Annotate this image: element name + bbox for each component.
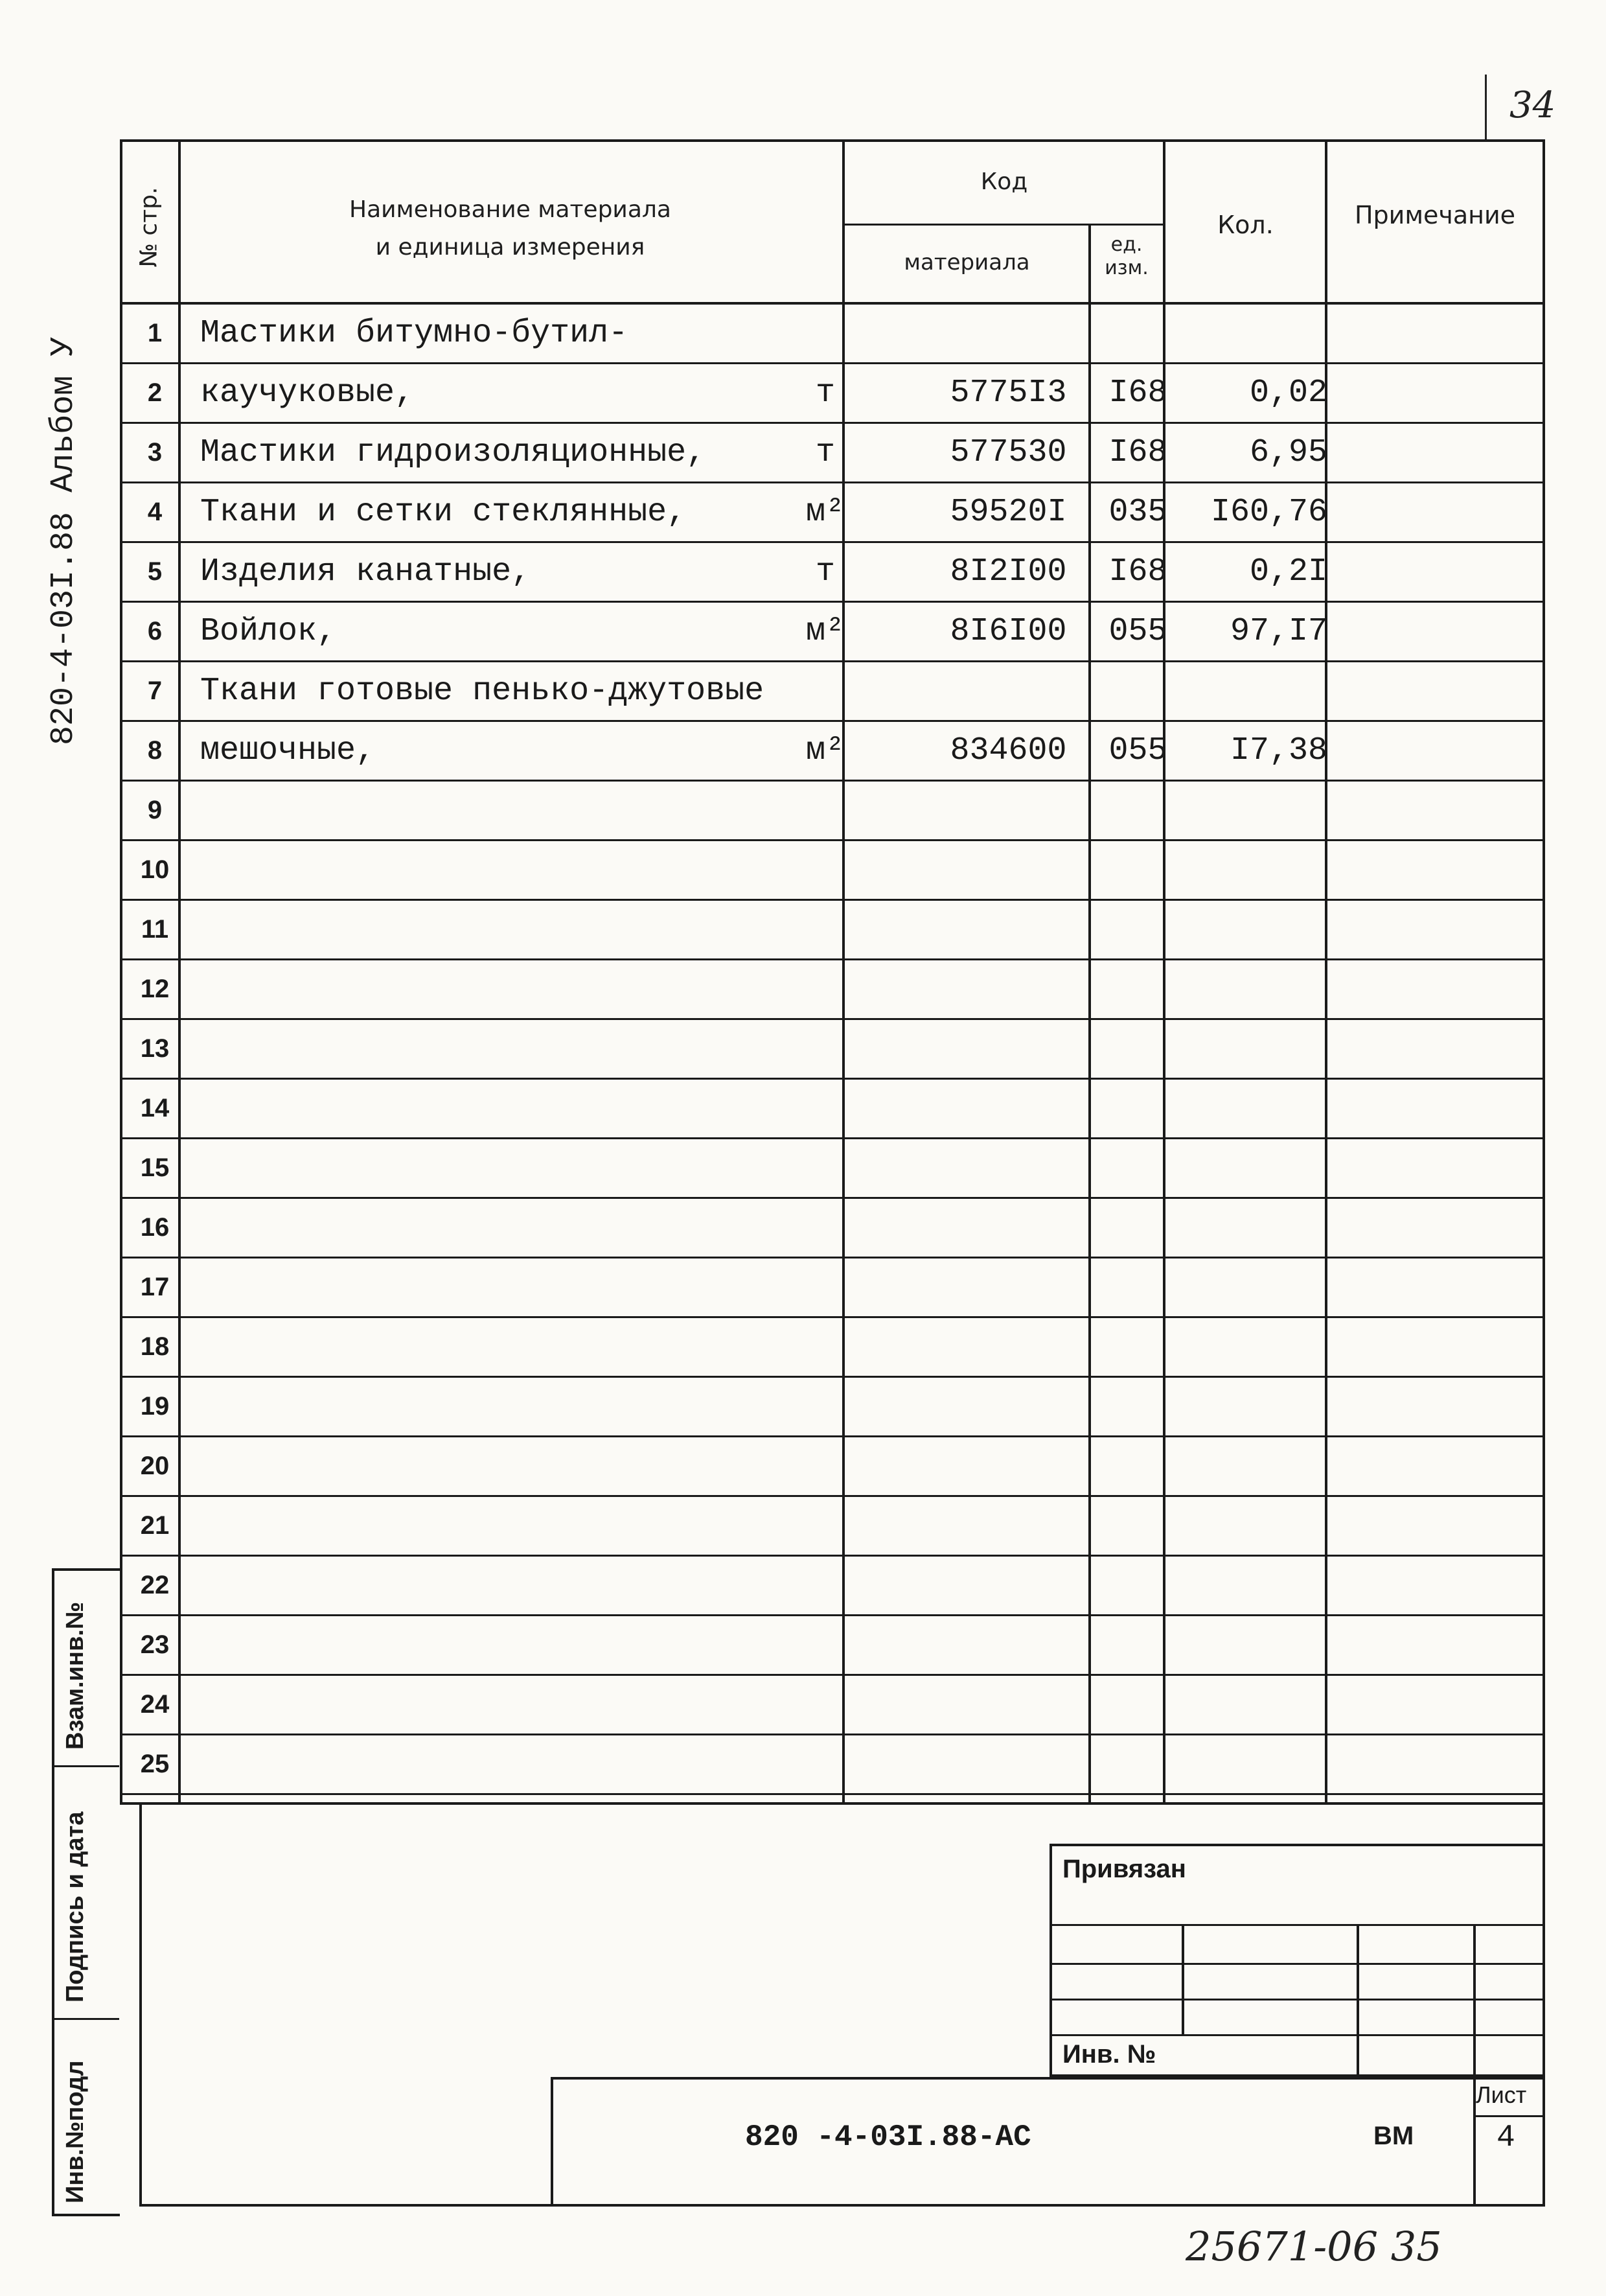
row-unit-code bbox=[1101, 1616, 1175, 1674]
row-unit-code bbox=[1101, 1258, 1175, 1316]
row-unit bbox=[770, 305, 880, 362]
row-material-code bbox=[887, 1020, 1130, 1078]
row-note bbox=[1340, 543, 1543, 601]
row-unit-code bbox=[1101, 1080, 1175, 1137]
sheet-label: Лист bbox=[1476, 2081, 1527, 2108]
row-number: 5 bbox=[147, 557, 163, 586]
row-note bbox=[1340, 364, 1543, 422]
row-material-code bbox=[887, 841, 1130, 899]
row-unit-code: 035 bbox=[1108, 494, 1167, 531]
row-note bbox=[1340, 424, 1543, 481]
row-unit bbox=[770, 1497, 880, 1555]
row-number: 13 bbox=[140, 1034, 170, 1063]
row-material-code bbox=[887, 901, 1130, 958]
attached-col-2 bbox=[1357, 1924, 1359, 2077]
header-no-label: № стр. bbox=[135, 187, 163, 268]
row-number: 19 bbox=[140, 1392, 170, 1421]
row-material-code bbox=[887, 1616, 1130, 1674]
row-unit bbox=[770, 1318, 880, 1376]
row-number: 23 bbox=[140, 1630, 170, 1659]
row-number: 9 bbox=[147, 796, 163, 824]
row-quantity bbox=[1175, 782, 1340, 839]
row-note bbox=[1340, 305, 1543, 362]
row-quantity bbox=[1175, 901, 1340, 958]
row-number: 2 bbox=[147, 378, 163, 407]
row-note bbox=[1340, 1437, 1543, 1495]
table-row bbox=[122, 662, 1543, 722]
row-unit bbox=[770, 960, 880, 1018]
row-note bbox=[1340, 1080, 1543, 1137]
row-quantity: 97,I7 bbox=[1230, 613, 1327, 650]
row-note bbox=[1340, 960, 1543, 1018]
side-label-inv-original: Инв.№подл bbox=[62, 2060, 89, 2203]
header-qty: Кол. bbox=[1217, 211, 1274, 239]
row-material-name: Ткани и сетки стеклянные, bbox=[200, 494, 687, 531]
header-no bbox=[123, 162, 175, 292]
side-divider-1 bbox=[54, 1765, 119, 1767]
attached-line-1 bbox=[1052, 1924, 1545, 1926]
row-number: 20 bbox=[140, 1452, 170, 1480]
row-material-code: 577530 bbox=[950, 434, 1067, 471]
row-material-name: Ткани готовые пенько-джутовые bbox=[200, 673, 764, 710]
attached-col-3 bbox=[1473, 1924, 1476, 2077]
handwritten-footer-number: 25671-06 35 bbox=[1186, 2223, 1442, 2270]
row-quantity bbox=[1175, 1437, 1340, 1495]
attached-line-2 bbox=[1052, 1963, 1545, 1965]
row-number: 1 bbox=[147, 319, 163, 347]
header-unit-line2: изм. bbox=[1105, 257, 1149, 279]
table-row bbox=[122, 543, 1543, 603]
row-number: 22 bbox=[140, 1571, 170, 1599]
row-number: 14 bbox=[140, 1094, 170, 1122]
header-name-line1: Наименование материала bbox=[349, 196, 671, 223]
table-row bbox=[122, 1735, 1543, 1795]
row-unit-code bbox=[1101, 782, 1175, 839]
attached-line-3 bbox=[1052, 1999, 1545, 2000]
table-row bbox=[122, 1676, 1543, 1735]
row-number: 3 bbox=[147, 438, 163, 467]
row-material-code bbox=[887, 1080, 1130, 1137]
row-quantity bbox=[1175, 1735, 1340, 1793]
row-note bbox=[1340, 1258, 1543, 1316]
row-number: 11 bbox=[141, 915, 169, 944]
row-material-code bbox=[887, 960, 1130, 1018]
row-number: 4 bbox=[147, 498, 163, 526]
row-unit: м² bbox=[805, 732, 845, 769]
row-unit bbox=[770, 1020, 880, 1078]
row-quantity bbox=[1175, 1139, 1340, 1197]
row-unit-code: I68 bbox=[1108, 434, 1167, 471]
row-material-code: 59520I bbox=[950, 494, 1067, 531]
row-unit bbox=[770, 901, 880, 958]
header-name-line2: и единица измерения bbox=[375, 234, 645, 261]
row-material-code bbox=[887, 662, 1130, 720]
row-note bbox=[1340, 603, 1543, 660]
row-number: 18 bbox=[140, 1332, 170, 1361]
sheet-number: 4 bbox=[1497, 2120, 1515, 2155]
row-quantity: 6,95 bbox=[1249, 434, 1327, 471]
row-unit bbox=[770, 1735, 880, 1793]
row-material-code bbox=[887, 1139, 1130, 1197]
row-quantity bbox=[1175, 1318, 1340, 1376]
row-unit bbox=[770, 1139, 880, 1197]
row-unit-code bbox=[1101, 1497, 1175, 1555]
row-material-code: 5775I3 bbox=[950, 375, 1067, 412]
table-row bbox=[122, 1139, 1543, 1199]
row-unit-code bbox=[1101, 960, 1175, 1018]
table-row bbox=[122, 1318, 1543, 1378]
row-unit bbox=[770, 782, 880, 839]
sheet-header-line bbox=[1473, 2115, 1545, 2117]
table-row bbox=[122, 483, 1543, 543]
row-material-code bbox=[887, 1676, 1130, 1734]
row-unit: т bbox=[815, 375, 835, 412]
row-number: 15 bbox=[140, 1154, 170, 1182]
row-material-code bbox=[887, 1318, 1130, 1376]
row-material-code bbox=[887, 782, 1130, 839]
row-material-name: Изделия канатные, bbox=[200, 553, 531, 590]
row-quantity bbox=[1175, 1199, 1340, 1257]
row-quantity bbox=[1175, 1258, 1340, 1316]
row-unit bbox=[770, 1199, 880, 1257]
row-unit: т bbox=[815, 434, 835, 471]
row-note bbox=[1340, 1676, 1543, 1734]
row-quantity bbox=[1175, 1497, 1340, 1555]
header-unit-line1: ед. bbox=[1110, 233, 1143, 256]
row-quantity bbox=[1175, 1378, 1340, 1435]
inv-label: Инв. № bbox=[1062, 2040, 1156, 2069]
row-unit-code bbox=[1101, 662, 1175, 720]
row-unit-code bbox=[1101, 1318, 1175, 1376]
row-note bbox=[1340, 782, 1543, 839]
header-code: Код bbox=[980, 168, 1028, 195]
row-quantity bbox=[1175, 662, 1340, 720]
row-unit-code: 055 bbox=[1108, 613, 1167, 650]
row-material-name: Мастики битумно-бутил- bbox=[200, 315, 628, 352]
table-row bbox=[122, 1199, 1543, 1258]
side-label-signature-date: Подпись и дата bbox=[62, 1811, 89, 2002]
table-row bbox=[122, 1020, 1543, 1080]
row-material-code bbox=[887, 1378, 1130, 1435]
row-unit bbox=[770, 1437, 880, 1495]
table-row bbox=[122, 424, 1543, 483]
row-note bbox=[1340, 1378, 1543, 1435]
row-unit: м² bbox=[805, 613, 845, 650]
table-row bbox=[122, 722, 1543, 782]
table-row bbox=[122, 1497, 1543, 1557]
row-quantity: I7,38 bbox=[1230, 732, 1327, 769]
table-row bbox=[122, 1080, 1543, 1139]
row-number: 21 bbox=[140, 1511, 170, 1540]
row-unit bbox=[770, 1616, 880, 1674]
row-number: 25 bbox=[140, 1750, 170, 1778]
row-note bbox=[1340, 1318, 1543, 1376]
row-quantity: 0,2I bbox=[1249, 553, 1327, 590]
row-note bbox=[1340, 483, 1543, 541]
row-unit-code bbox=[1101, 1735, 1175, 1793]
row-unit bbox=[770, 1676, 880, 1734]
row-material-code bbox=[887, 1735, 1130, 1793]
row-unit bbox=[770, 1258, 880, 1316]
row-note bbox=[1340, 1735, 1543, 1793]
row-number: 6 bbox=[147, 617, 163, 645]
side-divider-2 bbox=[54, 2018, 119, 2020]
row-material-name: каучуковые, bbox=[200, 375, 415, 412]
row-quantity bbox=[1175, 1020, 1340, 1078]
row-quantity: 0,02 bbox=[1249, 375, 1327, 412]
row-note bbox=[1340, 722, 1543, 780]
attached-line-4 bbox=[1052, 2034, 1545, 2036]
row-number: 24 bbox=[140, 1690, 170, 1719]
row-quantity bbox=[1175, 1616, 1340, 1674]
row-material-code bbox=[887, 1199, 1130, 1257]
row-unit-code bbox=[1101, 1557, 1175, 1614]
row-quantity bbox=[1175, 1557, 1340, 1614]
header-note: Примечание bbox=[1354, 201, 1516, 229]
row-unit bbox=[770, 1080, 880, 1137]
table-row bbox=[122, 1616, 1543, 1676]
table-row bbox=[122, 1258, 1543, 1318]
table-row bbox=[122, 1557, 1543, 1616]
row-unit bbox=[770, 1557, 880, 1614]
header-unit bbox=[1091, 233, 1162, 280]
code-header-divider bbox=[842, 224, 1163, 226]
row-note bbox=[1340, 1557, 1543, 1614]
row-quantity bbox=[1175, 841, 1340, 899]
row-unit-code: I68 bbox=[1108, 375, 1167, 412]
document-type: ВМ bbox=[1373, 2122, 1414, 2150]
row-unit: т bbox=[815, 553, 835, 590]
row-material-name: мешочные, bbox=[200, 732, 376, 769]
row-quantity bbox=[1175, 960, 1340, 1018]
row-unit-code bbox=[1101, 1378, 1175, 1435]
side-label-replace-inv: Взам.инв.№ bbox=[62, 1601, 89, 1750]
row-material-code bbox=[887, 1557, 1130, 1614]
document-code: 820 -4-03I.88-АС bbox=[745, 2120, 1031, 2154]
row-number: 7 bbox=[147, 677, 163, 705]
row-unit bbox=[770, 841, 880, 899]
attached-col-1 bbox=[1182, 1924, 1184, 2034]
row-material-code: 8I6I00 bbox=[950, 613, 1067, 650]
row-quantity bbox=[1175, 1080, 1340, 1137]
row-material-code: 8I2I00 bbox=[950, 553, 1067, 590]
row-unit-code bbox=[1101, 841, 1175, 899]
header-name bbox=[181, 191, 839, 266]
row-unit-code bbox=[1101, 1020, 1175, 1078]
row-unit-code bbox=[1101, 1676, 1175, 1734]
table-row bbox=[122, 305, 1543, 364]
row-note bbox=[1340, 901, 1543, 958]
header-material: материала bbox=[904, 249, 1030, 275]
row-material-code bbox=[887, 305, 1130, 362]
row-material-name: Мастики гидроизоляционные, bbox=[200, 434, 706, 471]
row-quantity bbox=[1175, 1676, 1340, 1734]
row-unit-code bbox=[1101, 1199, 1175, 1257]
row-note bbox=[1340, 1139, 1543, 1197]
row-material-code bbox=[887, 1258, 1130, 1316]
row-quantity bbox=[1175, 305, 1340, 362]
table-row bbox=[122, 364, 1543, 424]
row-unit-code bbox=[1101, 901, 1175, 958]
row-note bbox=[1340, 1616, 1543, 1674]
row-note bbox=[1340, 841, 1543, 899]
page-number-mark bbox=[1485, 75, 1487, 139]
row-unit bbox=[770, 662, 880, 720]
row-material-name: Войлок, bbox=[200, 613, 337, 650]
table-row bbox=[122, 1437, 1543, 1497]
row-unit-code bbox=[1101, 305, 1175, 362]
row-note bbox=[1340, 1199, 1543, 1257]
row-number: 10 bbox=[140, 855, 170, 884]
row-unit-code: 055 bbox=[1108, 732, 1167, 769]
row-number: 16 bbox=[140, 1213, 170, 1242]
row-unit-code bbox=[1101, 1437, 1175, 1495]
table-row bbox=[122, 841, 1543, 901]
row-note bbox=[1340, 1497, 1543, 1555]
row-unit: м² bbox=[805, 494, 845, 531]
row-note bbox=[1340, 662, 1543, 720]
table-row bbox=[122, 1378, 1543, 1437]
row-material-code bbox=[887, 1437, 1130, 1495]
side-document-id: 820-4-03I.88 Альбом У bbox=[45, 336, 82, 745]
table-row bbox=[122, 901, 1543, 960]
page-number: 34 bbox=[1509, 84, 1556, 126]
table-row bbox=[122, 603, 1543, 662]
row-note bbox=[1340, 1020, 1543, 1078]
row-unit-code: I68 bbox=[1108, 553, 1167, 590]
row-unit bbox=[770, 1378, 880, 1435]
table-row bbox=[122, 960, 1543, 1020]
row-number: 17 bbox=[140, 1273, 170, 1301]
attached-label: Привязан bbox=[1062, 1855, 1186, 1883]
row-quantity: I60,76 bbox=[1210, 494, 1327, 531]
row-material-code: 834600 bbox=[950, 732, 1067, 769]
row-material-code bbox=[887, 1497, 1130, 1555]
row-number: 12 bbox=[140, 975, 170, 1003]
row-number: 8 bbox=[147, 736, 163, 765]
row-unit-code bbox=[1101, 1139, 1175, 1197]
table-row bbox=[122, 782, 1543, 841]
